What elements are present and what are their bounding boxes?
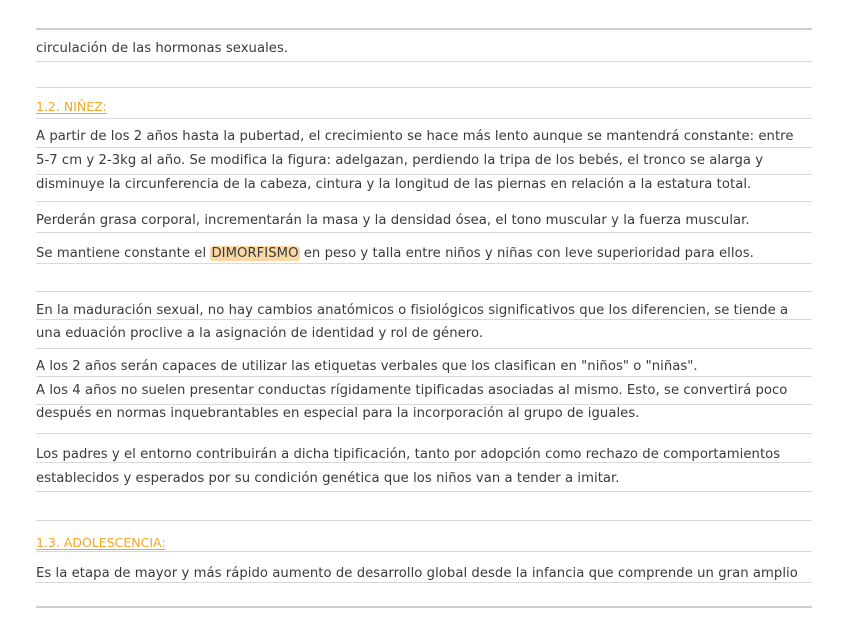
text-line: A los 4 años no suelen presentar conductas rígidamente tipificadas asociadas al mismo. Esto, se convertirá poco <box>36 383 788 398</box>
rule-line <box>36 147 812 148</box>
text-line: circulación de las hormonas sexuales. <box>36 41 289 56</box>
rule-line <box>36 87 812 88</box>
text-line: 5-7 cm y 2-3kg al año. Se modifica la figura: adelgazan, perdiendo la tripa de los bebés, el tronco se alarga y <box>36 153 764 168</box>
section-heading-adolescencia: 1.3. ADOLESCENCIA: <box>36 535 166 550</box>
rule-line <box>36 348 812 349</box>
rule-line <box>36 376 812 377</box>
rule-line <box>36 263 812 264</box>
rule-line <box>36 462 812 463</box>
text-segment: en peso y talla entre niños y niñas con leve superioridad para ellos. <box>299 246 754 261</box>
rule-line <box>36 319 812 320</box>
rule-line <box>36 551 812 552</box>
text-line: después en normas inquebrantables en especial para la incorporación al grupo de iguales. <box>36 406 640 421</box>
text-line: A los 2 años serán capaces de utilizar las etiquetas verbales que los clasifican en "niños" o "niñas". <box>36 359 698 374</box>
text-segment: Se mantiene constante el <box>36 246 211 261</box>
highlighted-term: DIMORFISMO <box>211 246 299 261</box>
rule-line <box>36 61 812 62</box>
text-line: establecidos y esperados por su condición genética que los niños van a tender a imitar. <box>36 471 620 486</box>
text-line: En la maduración sexual, no hay cambios anatómicos o fisiológicos significativos que los diferencien, se tiende a <box>36 303 789 318</box>
rule-line <box>36 582 812 583</box>
text-line: Los padres y el entorno contribuirán a dicha tipificación, tanto por adopción como rechazo de comportamientos <box>36 447 781 462</box>
rule-line <box>36 491 812 492</box>
rule-line <box>36 291 812 292</box>
text-line: disminuye la circunferencia de la cabeza, cintura y la longitud de las piernas en relación a la estatura total. <box>36 177 752 192</box>
rule-line <box>36 404 812 405</box>
text-line: una eduación proclive a la asignación de identidad y rol de género. <box>36 326 484 341</box>
text-line <box>36 246 754 261</box>
text-line: Es la etapa de mayor y más rápido aumento de desarrollo global desde la infancia que comprende un gran amplio <box>36 566 798 581</box>
rule-line <box>36 433 812 434</box>
rule-line <box>36 118 812 119</box>
text-line: A partir de los 2 años hasta la pubertad, el crecimiento se hace más lento aunque se mantendrá constante: entre <box>36 129 794 144</box>
rule-line <box>36 28 812 30</box>
section-heading-ninez: 1.2. NIÑEZ: <box>36 99 107 114</box>
rule-line <box>36 201 812 202</box>
rule-line <box>36 520 812 521</box>
text-line: Perderán grasa corporal, incrementarán la masa y la densidad ósea, el tono muscular y la fuerza muscular. <box>36 213 750 228</box>
rule-line <box>36 232 812 233</box>
rule-line <box>36 174 812 175</box>
rule-line <box>36 606 812 608</box>
